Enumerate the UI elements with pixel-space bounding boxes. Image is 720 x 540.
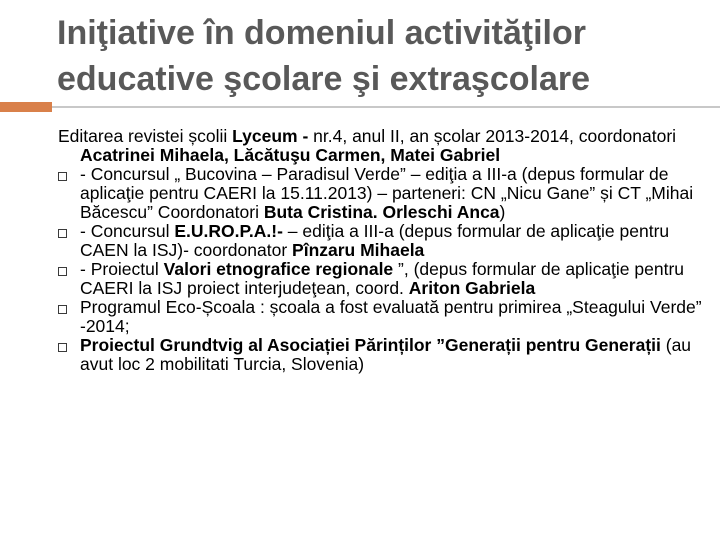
list-item: [58, 298, 708, 336]
item-text: - Concursul „ Bucovina – Paradisul Verde” – ediţia a III-a (depus formular de aplicaţie pentru CAERI la 15.11.2013) – parteneri: CN „Nicu Gane” și CT „Mihai Băcescu” Coordonatori: [80, 164, 694, 222]
list-item: [58, 222, 708, 260]
square-bullet-icon: [58, 229, 67, 238]
list-item: [58, 336, 708, 374]
slide-title: Iniţiative în domeniul activităţilor educative şcolare şi extraşcolare: [57, 14, 590, 98]
item-bold: Valori etnografice regionale: [163, 259, 394, 279]
intro-paragraph: [58, 127, 708, 165]
square-bullet-icon: [58, 172, 67, 181]
item-text: ”, (depus formular de aplicaţie pentru CAERI la ISJ proiect interjudeţean, coord.: [80, 259, 685, 298]
item-text: - Concursul: [80, 221, 175, 241]
item-text: ): [499, 202, 506, 222]
title-divider-line: [52, 106, 720, 108]
slide-body: [58, 127, 708, 374]
intro-bold-2: Acatrinei Mihaela, Lăcătuşu Carmen, Matei Gabriel: [80, 145, 501, 165]
square-bullet-icon: [58, 267, 67, 276]
title-accent-block: [0, 102, 52, 112]
intro-bold-1: Lyceum -: [232, 126, 309, 146]
item-text: - Proiectul: [80, 259, 164, 279]
square-bullet-icon: [58, 305, 67, 314]
list-item: [58, 260, 708, 298]
intro-text-2: nr.4, anul II, an școlar 2013-2014, coordonatori: [308, 126, 677, 146]
item-bold: Proiectul Grundtvig al Asociației Părinților ”Generații pentru Generații: [80, 335, 661, 355]
item-bold: Ariton Gabriela: [408, 278, 536, 298]
list-item: [58, 165, 708, 222]
item-bold: Buta Cristina. Orleschi Anca: [263, 202, 500, 222]
item-text: Programul Eco-Școala : școala a fost evaluată pentru primirea „Steagului Verde” -2014;: [80, 297, 702, 336]
item-text: (au avut loc 2 mobilitati Turcia, Slovenia): [80, 335, 692, 374]
item-text: – ediţia a III-a (depus formular de aplicaţie pentru CAEN la ISJ)- coordonator: [80, 221, 670, 260]
intro-text-1: Editarea revistei școlii: [58, 126, 233, 146]
square-bullet-icon: [58, 343, 67, 352]
item-bold: E.U.RO.P.A.!-: [174, 221, 283, 241]
initiatives-list: [58, 165, 708, 374]
item-bold: Pînzaru Mihaela: [292, 240, 425, 260]
